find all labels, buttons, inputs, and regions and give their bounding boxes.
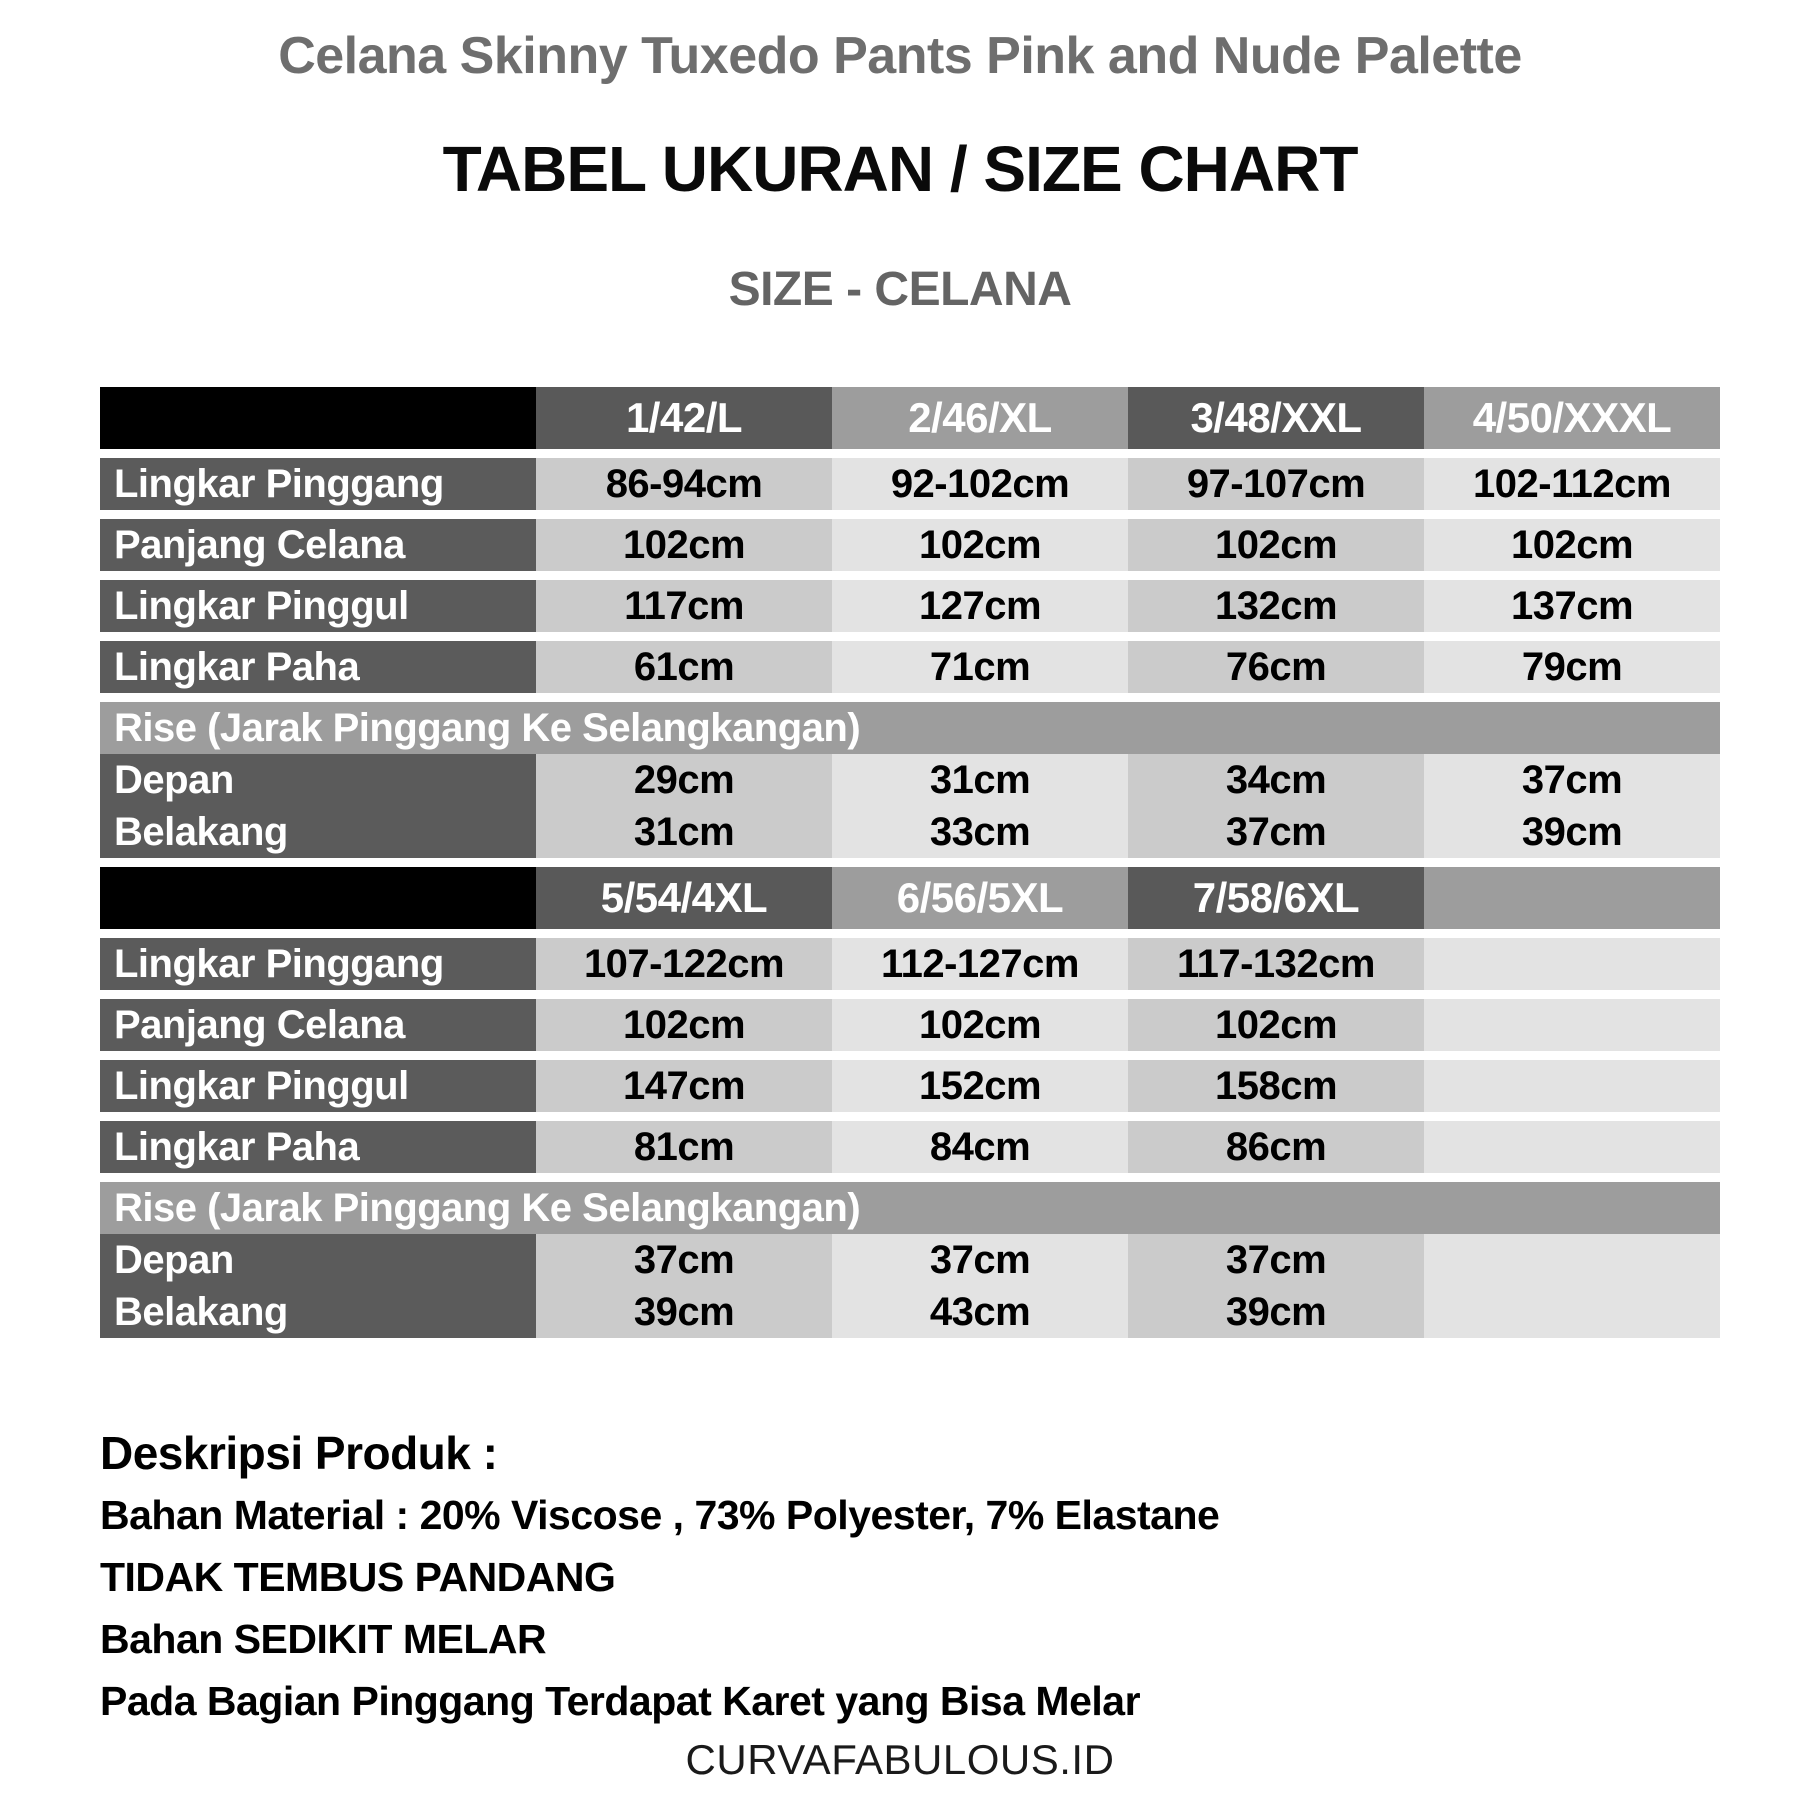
row-label-cell: Lingkar Paha xyxy=(100,1121,536,1173)
measurement-row xyxy=(100,580,1720,632)
row-label-cell: Panjang Celana xyxy=(100,999,536,1051)
product-description xyxy=(100,1422,1800,1732)
description-line: TIDAK TEMBUS PANDANG xyxy=(100,1554,616,1600)
value-cell: 102cm xyxy=(1424,519,1720,571)
value-cell: 86-94cm xyxy=(536,458,832,510)
measurement-row xyxy=(100,1060,1720,1112)
value-cell: 37cm xyxy=(1424,754,1720,806)
value-cell: 34cm xyxy=(1128,754,1424,806)
product-title: Celana Skinny Tuxedo Pants Pink and Nude Palette xyxy=(278,27,1522,85)
value-cell: 102cm xyxy=(536,999,832,1051)
size-header-row xyxy=(100,867,1720,929)
row-label-cell: Lingkar Pinggul xyxy=(100,1060,536,1112)
value-cell: 102cm xyxy=(832,519,1128,571)
row-label-cell: Panjang Celana xyxy=(100,519,536,571)
value-cell: 117-132cm xyxy=(1128,938,1424,990)
brand-footer: CURVAFABULOUS.ID xyxy=(685,1736,1115,1783)
value-cell: 137cm xyxy=(1424,580,1720,632)
value-cell: 39cm xyxy=(1128,1286,1424,1338)
row-label-cell: Depan xyxy=(100,1234,536,1286)
rise-measurement-row xyxy=(100,806,1720,858)
value-cell xyxy=(1424,938,1720,990)
corner-cell xyxy=(100,387,536,449)
size-table xyxy=(100,387,1720,858)
main-title: TABEL UKURAN / SIZE CHART xyxy=(442,133,1358,205)
row-label-cell: Belakang xyxy=(100,806,536,858)
value-cell: 132cm xyxy=(1128,580,1424,632)
value-cell: 76cm xyxy=(1128,641,1424,693)
size-header-cell: 1/42/L xyxy=(536,387,832,449)
row-label-cell: Belakang xyxy=(100,1286,536,1338)
size-header-cell: 7/58/6XL xyxy=(1128,867,1424,929)
description-line: Bahan Material : 20% Viscose , 73% Polyester, 7% Elastane xyxy=(100,1492,1220,1538)
value-cell: 37cm xyxy=(536,1234,832,1286)
value-cell: 31cm xyxy=(536,806,832,858)
value-cell xyxy=(1424,1286,1720,1338)
description-line: Pada Bagian Pinggang Terdapat Karet yang Bisa Melar xyxy=(100,1678,1141,1724)
value-cell: 79cm xyxy=(1424,641,1720,693)
value-cell: 31cm xyxy=(832,754,1128,806)
measurement-row xyxy=(100,519,1720,571)
size-header-cell: 4/50/XXXL xyxy=(1424,387,1720,449)
value-cell: 39cm xyxy=(1424,806,1720,858)
size-header-cell: 6/56/5XL xyxy=(832,867,1128,929)
row-label-cell: Lingkar Pinggang xyxy=(100,458,536,510)
size-header-cell: 3/48/XXL xyxy=(1128,387,1424,449)
row-label-cell: Depan xyxy=(100,754,536,806)
measurement-row xyxy=(100,999,1720,1051)
description-heading: Deskripsi Produk : xyxy=(100,1427,498,1479)
value-cell: 84cm xyxy=(832,1121,1128,1173)
measurement-row xyxy=(100,641,1720,693)
row-label-cell: Lingkar Pinggang xyxy=(100,938,536,990)
value-cell: 37cm xyxy=(832,1234,1128,1286)
value-cell: 71cm xyxy=(832,641,1128,693)
subtitle: SIZE - CELANA xyxy=(728,263,1072,316)
value-cell: 37cm xyxy=(1128,806,1424,858)
size-header-cell: 5/54/4XL xyxy=(536,867,832,929)
size-table xyxy=(100,867,1720,1338)
value-cell: 127cm xyxy=(832,580,1128,632)
value-cell: 81cm xyxy=(536,1121,832,1173)
measurement-row xyxy=(100,938,1720,990)
value-cell: 33cm xyxy=(832,806,1128,858)
measurement-row xyxy=(100,458,1720,510)
value-cell: 61cm xyxy=(536,641,832,693)
rise-measurement-row xyxy=(100,1286,1720,1338)
value-cell: 102cm xyxy=(832,999,1128,1051)
value-cell: 97-107cm xyxy=(1128,458,1424,510)
value-cell: 147cm xyxy=(536,1060,832,1112)
rise-measurement-row xyxy=(100,1234,1720,1286)
value-cell: 107-122cm xyxy=(536,938,832,990)
value-cell: 158cm xyxy=(1128,1060,1424,1112)
value-cell: 86cm xyxy=(1128,1121,1424,1173)
value-cell xyxy=(1424,1060,1720,1112)
value-cell: 43cm xyxy=(832,1286,1128,1338)
size-header-row xyxy=(100,387,1720,449)
value-cell: 117cm xyxy=(536,580,832,632)
value-cell: 39cm xyxy=(536,1286,832,1338)
size-header-cell xyxy=(1424,867,1720,929)
row-label-cell: Lingkar Paha xyxy=(100,641,536,693)
value-cell: 29cm xyxy=(536,754,832,806)
row-label-cell: Lingkar Pinggul xyxy=(100,580,536,632)
value-cell xyxy=(1424,999,1720,1051)
rise-section xyxy=(100,1182,1720,1338)
size-tables xyxy=(100,387,1720,1338)
measurement-row xyxy=(100,1121,1720,1173)
rise-title-bar: Rise (Jarak Pinggang Ke Selangkangan) xyxy=(100,1182,1720,1234)
value-cell: 102cm xyxy=(536,519,832,571)
corner-cell xyxy=(100,867,536,929)
value-cell: 152cm xyxy=(832,1060,1128,1112)
value-cell: 92-102cm xyxy=(832,458,1128,510)
value-cell: 102cm xyxy=(1128,519,1424,571)
size-header-cell: 2/46/XL xyxy=(832,387,1128,449)
description-line: Bahan SEDIKIT MELAR xyxy=(100,1616,547,1662)
rise-section xyxy=(100,702,1720,858)
rise-measurement-row xyxy=(100,754,1720,806)
value-cell: 102cm xyxy=(1128,999,1424,1051)
value-cell xyxy=(1424,1234,1720,1286)
value-cell: 37cm xyxy=(1128,1234,1424,1286)
value-cell: 102-112cm xyxy=(1424,458,1720,510)
rise-title-bar: Rise (Jarak Pinggang Ke Selangkangan) xyxy=(100,702,1720,754)
value-cell xyxy=(1424,1121,1720,1173)
value-cell: 112-127cm xyxy=(832,938,1128,990)
